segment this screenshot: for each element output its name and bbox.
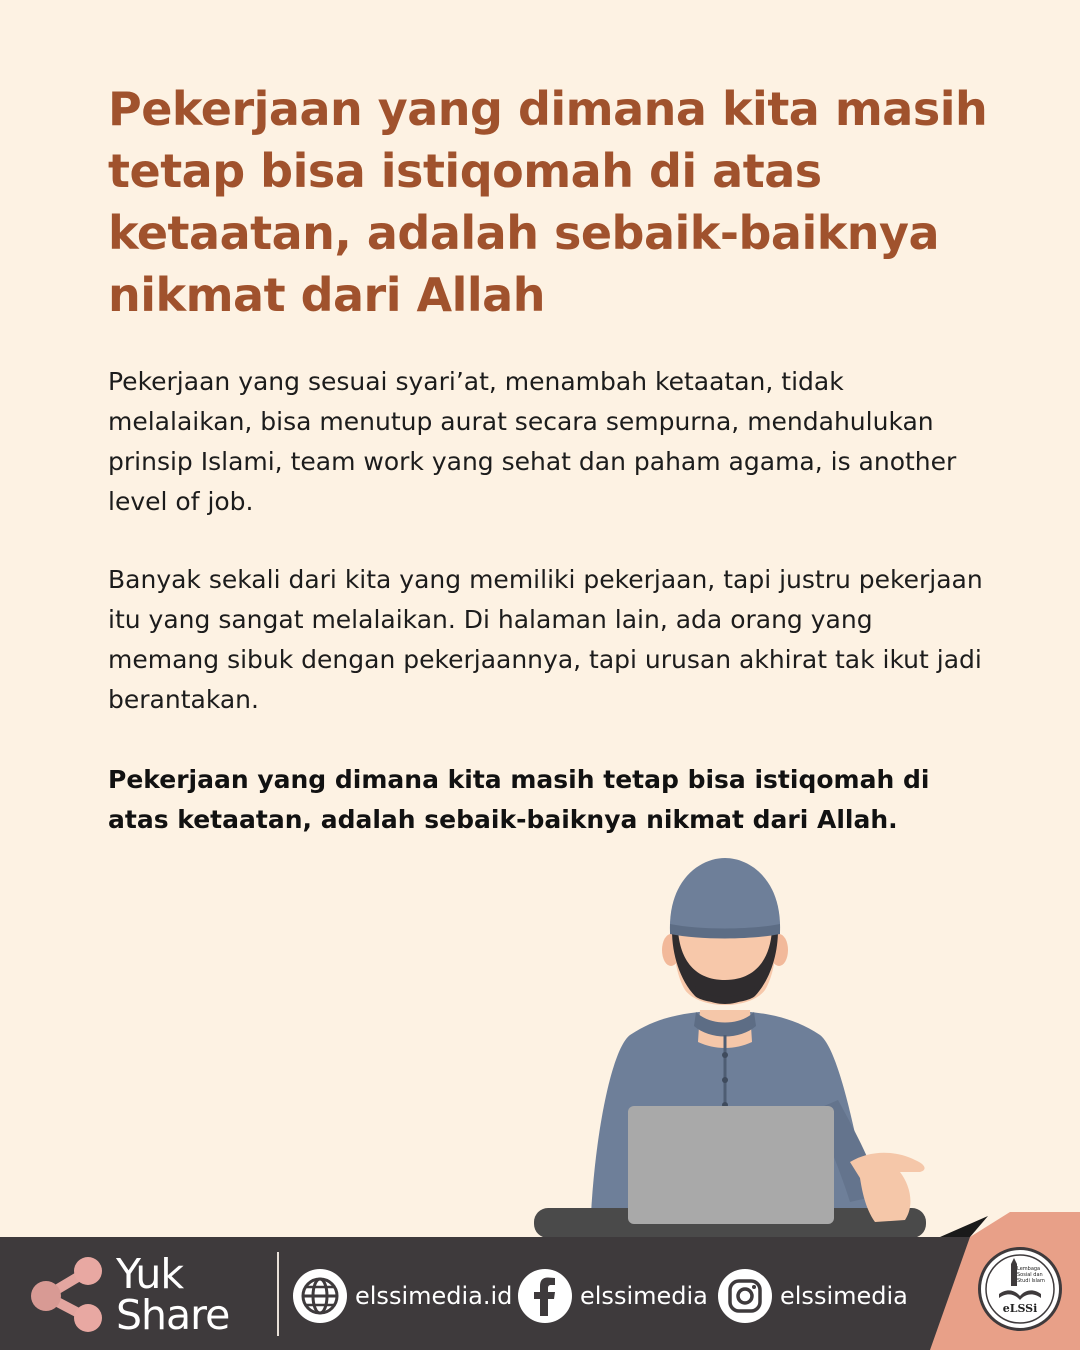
page-title: Pekerjaan yang dimana kita masih tetap bisa istiqomah di atas ketaatan, adalah sebaik-baiknya nikmat dari Allah bbox=[108, 82, 988, 322]
facebook-label: elssimedia bbox=[580, 1282, 708, 1310]
footer-divider bbox=[277, 1252, 279, 1336]
man-with-laptop-illustration bbox=[520, 850, 960, 1242]
body-paragraph-3-bold: Pekerjaan yang dimana kita masih tetap bisa istiqomah di atas ketaatan, adalah sebaik-baiknya nikmat dari Allah. bbox=[108, 765, 930, 834]
body-paragraph-2: Banyak sekali dari kita yang memiliki pekerjaan, tapi justru pekerjaan itu yang sangat melalaikan. Di halaman lain, ada orang yang memang sibuk dengan pekerjaannya, tapi urusan akhirat tak ikut jadi berantakan. bbox=[108, 565, 983, 714]
website-label: elssimedia.id bbox=[355, 1282, 513, 1310]
logo-name: eLSSi bbox=[1002, 1302, 1038, 1315]
elssi-logo bbox=[978, 1247, 1062, 1331]
globe-icon bbox=[293, 1269, 347, 1323]
yuk-share-text bbox=[116, 1250, 230, 1339]
instagram-link[interactable] bbox=[718, 1266, 908, 1326]
logo-subtitle: Lembaga Sosial dan Studi Islam bbox=[1017, 1266, 1045, 1284]
instagram-icon bbox=[718, 1269, 772, 1323]
facebook-link[interactable] bbox=[518, 1266, 708, 1326]
instagram-label: elssimedia bbox=[780, 1282, 908, 1310]
yuk-share-line-1: Yuk bbox=[116, 1250, 184, 1298]
yuk-share-line-2: Share bbox=[116, 1291, 230, 1339]
body-paragraph-1: Pekerjaan yang sesuai syari’at, menambah ketaatan, tidak melalaikan, bisa menutup aurat secara sempurna, mendahulukan prinsip Islami, team work yang sehat dan paham agama, is another level of job. bbox=[108, 367, 957, 516]
website-link[interactable] bbox=[293, 1266, 512, 1326]
facebook-icon bbox=[518, 1269, 572, 1323]
